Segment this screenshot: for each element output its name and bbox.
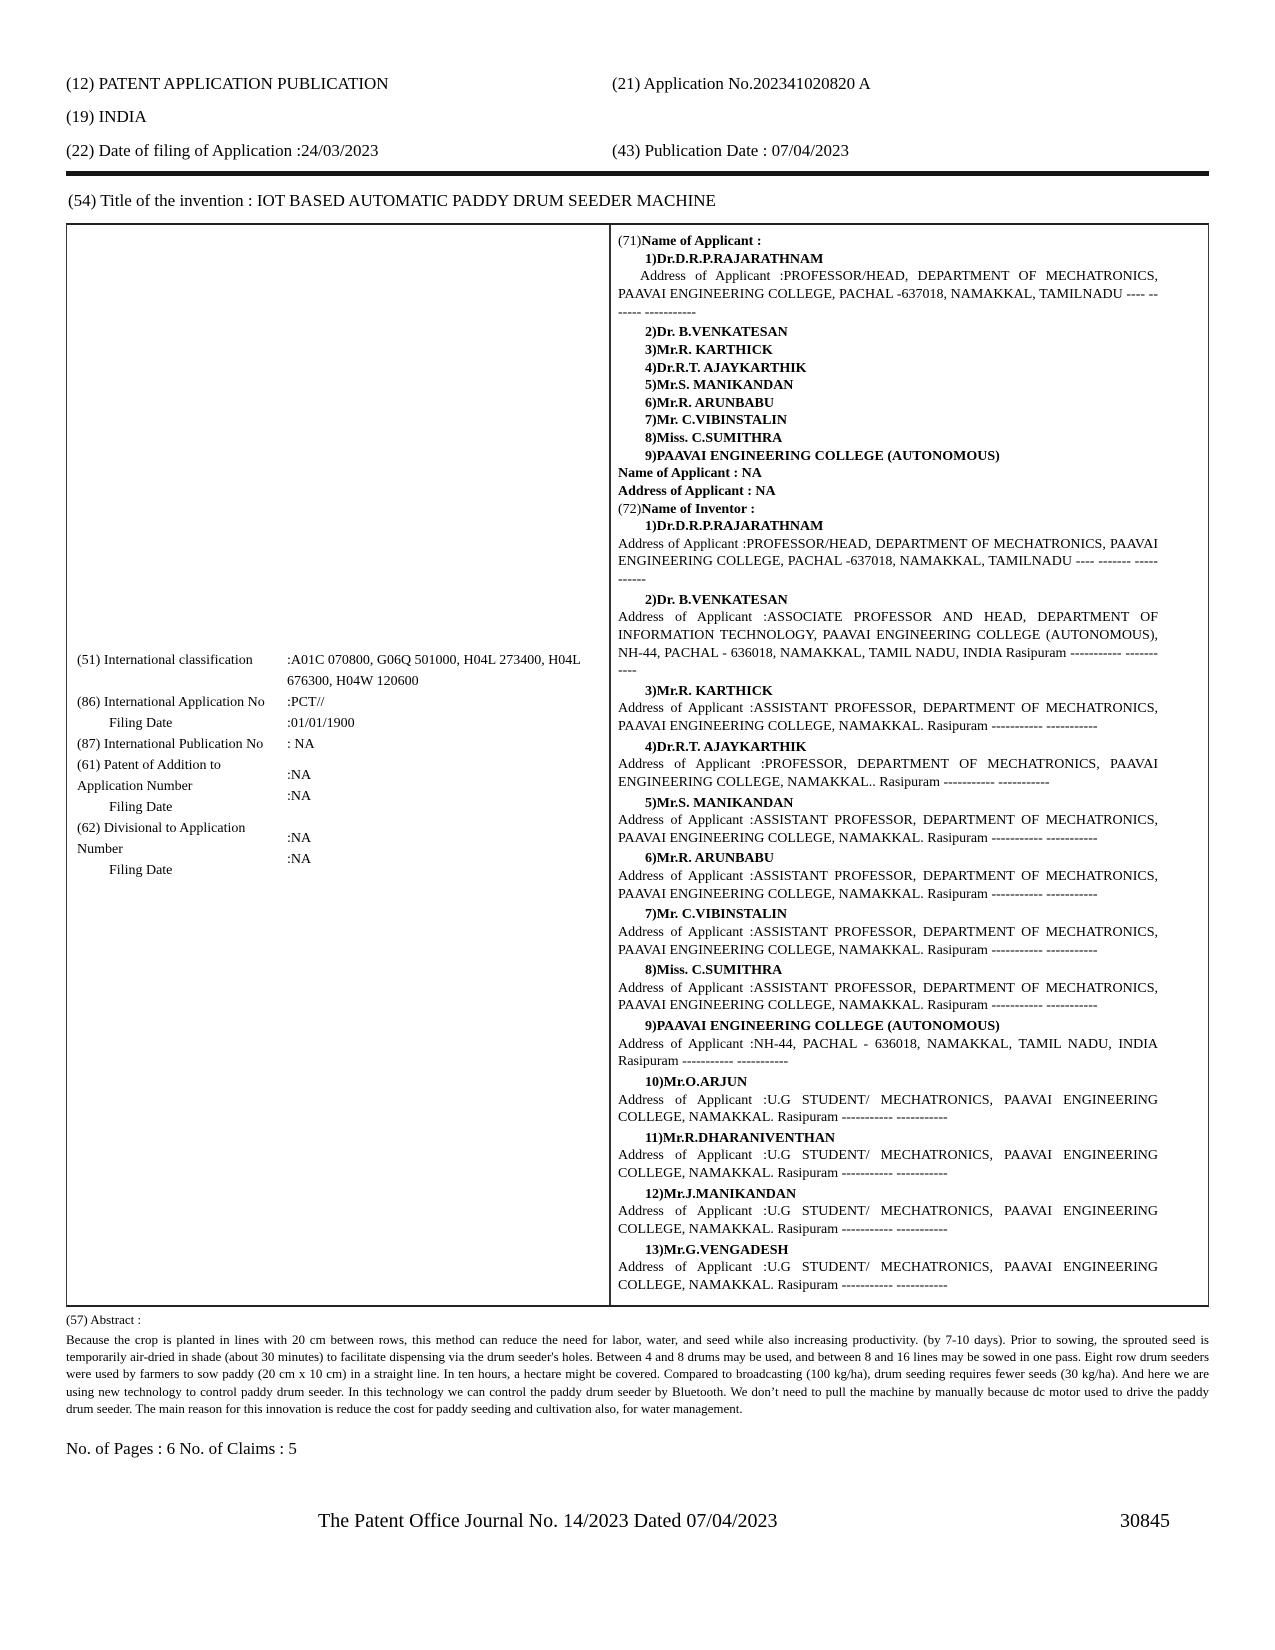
inventor-entry — [618, 795, 1158, 848]
inventor-entry — [618, 1074, 1158, 1127]
bibliographic-table — [66, 223, 1209, 1307]
publication-type: (12) PATENT APPLICATION PUBLICATION — [66, 74, 389, 93]
inventor-name: 4)Dr.R.T. AJAYKARTHIK — [645, 739, 807, 755]
inventor-name: 7)Mr. C.VIBINSTALIN — [645, 907, 787, 923]
applicant-entry — [618, 412, 1158, 430]
applicant-entry — [618, 324, 1158, 342]
applicant-name: 4)Dr.R.T. AJAYKARTHIK — [645, 360, 807, 376]
inventor-entry — [618, 850, 1158, 903]
inventor-name: 1)Dr.D.R.P.RAJARATHNAM — [645, 519, 824, 535]
inventor-entry — [618, 906, 1158, 959]
application-number: (21) Application No.202341020820 A — [612, 74, 871, 93]
applicant-address-na: Address of Applicant : NA — [618, 483, 776, 499]
inventor-address: Address of Applicant :ASSISTANT PROFESSOR, DEPARTMENT OF MECHATRONICS, PAAVAI ENGINEERING COLLEGE, NAMAKKAL. Rasipuram ----------- ----------- — [618, 813, 1158, 846]
header-spacer — [612, 107, 1209, 127]
applicant-entry — [618, 377, 1158, 395]
inventor-name: 5)Mr.S. MANIKANDAN — [645, 795, 794, 811]
inventor-name: 3)Mr.R. KARTHICK — [645, 683, 773, 699]
patent-addition-filing-date-value: :NA — [287, 789, 312, 805]
applicant-name: 9)PAAVAI ENGINEERING COLLEGE (AUTONOMOUS) — [645, 448, 1000, 464]
inventors-list — [618, 518, 1158, 1294]
applicants-list — [618, 251, 1158, 466]
applicant-name-na: Name of Applicant : NA — [618, 466, 762, 482]
divisional-filing-date-label: Filing Date — [109, 862, 173, 878]
inventors-heading-label: Name of Inventor : — [641, 501, 755, 517]
intl-application-label: (86) International Application No — [77, 694, 265, 710]
inventor-entry — [618, 1242, 1158, 1295]
divisional-number-value: :NA — [287, 831, 312, 847]
applicants-inventors-panel — [611, 225, 1208, 1305]
applicants-heading-label: Name of Applicant : — [641, 234, 762, 250]
applicant-name: 8)Miss. C.SUMITHRA — [645, 431, 783, 447]
filing-date: (22) Date of filing of Application :24/03/2023 — [66, 140, 379, 160]
inventor-name: 9)PAAVAI ENGINEERING COLLEGE (AUTONOMOUS) — [645, 1019, 1000, 1035]
publication-date: (43) Publication Date : 07/04/2023 — [612, 140, 850, 160]
inventor-entry — [618, 962, 1158, 1015]
intl-application-filing-date-value: :01/01/1900 — [287, 715, 355, 731]
inventor-address: Address of Applicant :U.G STUDENT/ MECHATRONICS, PAAVAI ENGINEERING COLLEGE, NAMAKKAL. Rasipuram ----------- ----------- — [618, 1148, 1158, 1182]
inventor-name: 2)Dr. B.VENKATESAN — [645, 592, 788, 608]
classification-panel — [67, 225, 611, 1305]
intl-application-row — [77, 692, 603, 734]
applicant-entry — [618, 395, 1158, 413]
inventor-address: Address of Applicant :ASSISTANT PROFESSOR, DEPARTMENT OF MECHATRONICS, PAAVAI ENGINEERING COLLEGE, NAMAKKAL. Rasipuram ----------- ----------- — [618, 869, 1158, 902]
patent-addition-row — [77, 755, 603, 818]
applicant-entry — [618, 430, 1158, 448]
intl-publication-label: (87) International Publication No — [77, 736, 264, 752]
abstract-heading: (57) Abstract : — [66, 1312, 142, 1328]
intl-classification-label: (51) International classification — [77, 652, 253, 668]
inventor-address: Address of Applicant :U.G STUDENT/ MECHATRONICS, PAAVAI ENGINEERING COLLEGE, NAMAKKAL. Rasipuram ----------- ----------- — [618, 1260, 1158, 1293]
divisional-label-2: Number — [77, 841, 123, 857]
inventor-entry — [618, 1018, 1158, 1071]
applicant-name: 3)Mr.R. KARTHICK — [645, 342, 773, 358]
invention-title: (54) Title of the invention : IOT BASED AUTOMATIC PADDY DRUM SEEDER MACHINE — [68, 191, 716, 211]
inventor-name: 8)Miss. C.SUMITHRA — [645, 963, 783, 979]
inventor-address: Address of Applicant :ASSISTANT PROFESSOR, DEPARTMENT OF MECHATRONICS, PAAVAI ENGINEERING COLLEGE, NAMAKKAL. Rasipuram ----------- ----------- — [618, 980, 1158, 1014]
applicant-entry — [618, 251, 1158, 322]
intl-publication-value: : NA — [287, 736, 315, 752]
patent-addition-number-value: :NA — [287, 768, 312, 784]
inventor-address: Address of Applicant :PROFESSOR, DEPARTMENT OF MECHATRONICS, PAAVAI ENGINEERING COLLEGE, NAMAKKAL.. Rasipuram ----------- ----------- — [618, 757, 1158, 790]
applicant-entry — [618, 360, 1158, 378]
applicant-name: 7)Mr. C.VIBINSTALIN — [645, 413, 787, 429]
divisional-row — [77, 818, 603, 881]
applicant-name: 6)Mr.R. ARUNBABU — [645, 395, 774, 411]
country-line: (19) INDIA — [66, 107, 147, 127]
inventors-heading-prefix: (72) — [618, 501, 642, 517]
patent-addition-filing-date-label: Filing Date — [109, 799, 173, 815]
applicant-name: 1)Dr.D.R.P.RAJARATHNAM — [645, 251, 824, 267]
pages-claims-line: No. of Pages : 6 No. of Claims : 5 — [66, 1439, 297, 1459]
inventor-address: Address of Applicant :U.G STUDENT/ MECHATRONICS, PAAVAI ENGINEERING COLLEGE, NAMAKKAL. Rasipuram ----------- ----------- — [618, 1092, 1158, 1126]
inventor-name: 6)Mr.R. ARUNBABU — [645, 851, 774, 867]
abstract-section — [66, 1307, 1209, 1417]
intl-application-value: :PCT// — [287, 694, 325, 710]
intl-classification-value: :A01C 070800, G06Q 501000, H04L 273400, H04L 676300, H04W 120600 — [287, 652, 581, 689]
inventor-address: Address of Applicant :PROFESSOR/HEAD, DEPARTMENT OF MECHATRONICS, PAAVAI ENGINEERING COLLEGE, PACHAL -637018, NAMAKKAL, TAMILNADU ---- ------- ----------- — [618, 536, 1158, 588]
patent-addition-label-1: (61) Patent of Addition to — [77, 757, 221, 773]
journal-footer-line: The Patent Office Journal No. 14/2023 Dated 07/04/2023 — [318, 1510, 778, 1532]
inventor-entry — [618, 592, 1158, 680]
inventors-heading — [618, 501, 1158, 519]
inventor-entry — [618, 518, 1158, 589]
applicant-entry — [618, 448, 1158, 466]
inventor-entry — [618, 683, 1158, 736]
intl-publication-row — [77, 734, 603, 755]
inventor-name: 11)Mr.R.DHARANIVENTHAN — [645, 1130, 836, 1146]
document-header — [66, 74, 1209, 176]
applicant-name: 5)Mr.S. MANIKANDAN — [645, 378, 794, 394]
applicant-entry — [618, 342, 1158, 360]
patent-addition-label-2: Application Number — [77, 778, 193, 794]
inventor-address: Address of Applicant :ASSISTANT PROFESSOR, DEPARTMENT OF MECHATRONICS, PAAVAI ENGINEERING COLLEGE, NAMAKKAL. Rasipuram ----------- ----------- — [618, 924, 1158, 958]
applicants-heading — [618, 233, 1158, 251]
inventor-entry — [618, 1186, 1158, 1239]
intl-application-filing-date-label: Filing Date — [109, 715, 173, 731]
abstract-text: Because the crop is planted in lines with 20 cm between rows, this method can reduce the need for labor, water, and seed while also increasing productivity. (by 7-10 days). Prior to sowing, the sprouted seed is temporarily air-dried in shade (about 30 minutes) to facilitate dispensing via the drum seeder's holes. Between 4 and 8 drums may be used, and between 8 and 16 lines may be sowed in one pass. Eight row drum seeders were used by farmers to sow paddy (20 cm x 10 cm) in a straight line. In ten hours, a hectare might be covered. Compared to broadcasting (100 kg/ha), drum seeding requires fewer seeds (30 kg/ha). And here we are using new technology to control paddy drum seeder. In this technology we can control the paddy drum seeder by Bluetooth. We don’t need to pull the machine by manually because dc motor used to drive the paddy drum seeder. The main reason for this innovation is reduce the cost for paddy seeding and cultivation also, for water management. — [66, 1331, 1209, 1416]
inventor-entry — [618, 739, 1158, 792]
journal-page-number: 30845 — [1120, 1510, 1170, 1532]
inventor-address: Address of Applicant :NH-44, PACHAL - 636018, NAMAKKAL, TAMIL NADU, INDIA Rasipuram ----------- ----------- — [618, 1036, 1158, 1070]
applicants-heading-prefix: (71) — [618, 234, 642, 250]
inventor-entry — [618, 1130, 1158, 1183]
inventor-address: Address of Applicant :U.G STUDENT/ MECHATRONICS, PAAVAI ENGINEERING COLLEGE, NAMAKKAL. Rasipuram ----------- ----------- — [618, 1204, 1158, 1237]
inventor-name: 13)Mr.G.VENGADESH — [645, 1242, 789, 1258]
inventor-name: 12)Mr.J.MANIKANDAN — [645, 1186, 797, 1202]
inventor-name: 10)Mr.O.ARJUN — [645, 1074, 748, 1090]
header-grid — [66, 74, 1209, 161]
intl-classification-row — [77, 650, 603, 692]
applicant-name: 2)Dr. B.VENKATESAN — [645, 325, 788, 341]
inventor-address: Address of Applicant :ASSOCIATE PROFESSOR AND HEAD, DEPARTMENT OF INFORMATION TECHNOLOGY, PAAVAI ENGINEERING COLLEGE (AUTONOMOUS), NH-44, PACHAL - 636018, NAMAKKAL, TAMIL NADU, INDIA Rasipuram ----------- ----------- — [618, 610, 1158, 679]
applicant-address: Address of Applicant :PROFESSOR/HEAD, DEPARTMENT OF MECHATRONICS, PAAVAI ENGINEERING COLLEGE, PACHAL -637018, NAMAKKAL, TAMILNADU ---- ------- ----------- — [618, 269, 1158, 320]
divisional-label-1: (62) Divisional to Application — [77, 820, 246, 836]
inventor-address: Address of Applicant :ASSISTANT PROFESSOR, DEPARTMENT OF MECHATRONICS, PAAVAI ENGINEERING COLLEGE, NAMAKKAL. Rasipuram ----------- ----------- — [618, 701, 1158, 735]
divisional-filing-date-value: :NA — [287, 852, 312, 868]
